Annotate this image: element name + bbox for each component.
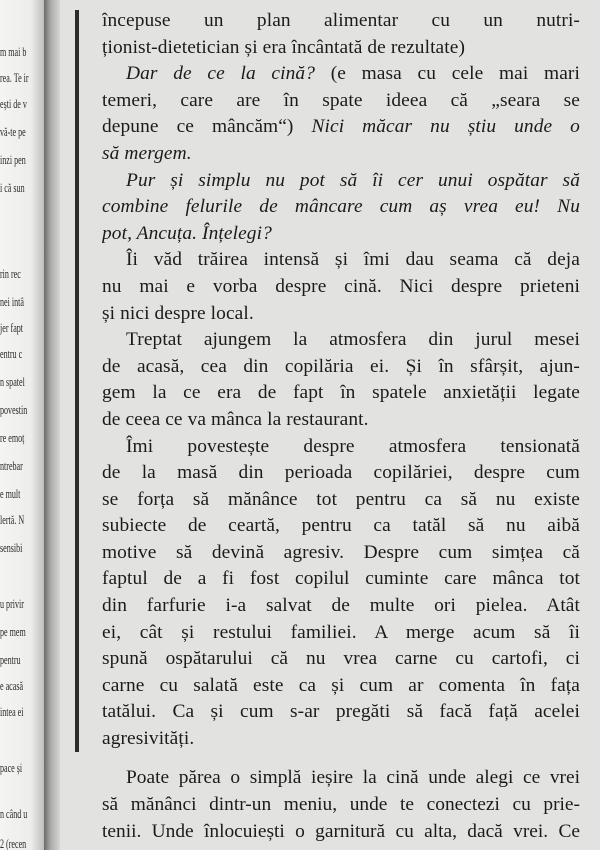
- text-line: și nici despre local.: [102, 302, 254, 324]
- text-line: Treptat ajungem la atmosfera din jurul mesei: [126, 329, 580, 351]
- text-line: se forța să mănânce tot pentru ca să nu existe: [102, 488, 580, 510]
- quote-bar: [75, 10, 79, 752]
- left-page-fragment: n când u: [0, 806, 28, 821]
- text-line: [102, 61, 580, 88]
- text-line: Poate părea o simplă ieșire la cină unde alegi ce vrei: [126, 767, 580, 788]
- text-run: depune ce mâncăm“): [102, 116, 312, 138]
- text-line: motive să devină agresiv. Despre cum simțea că: [102, 541, 580, 563]
- left-page-fragment: 2 (recen: [0, 836, 27, 850]
- text-run: Dar de ce la cină?: [126, 63, 316, 85]
- text-line: nu mai e vorba despre cină. Nici despre prieteni: [102, 275, 580, 297]
- left-page-fragment: rin rec: [0, 266, 21, 281]
- text-line: combine felurile de mâncare cum aș vrea eu! Nu: [102, 196, 580, 218]
- text-line: ei, cât și restului familiei. A merge acum să îi: [102, 621, 580, 643]
- left-page-fragment: re emoț: [0, 430, 25, 445]
- text-run: Nici măcar nu știu unde o: [311, 116, 580, 138]
- text-line: Îi văd trăirea intensă și îmi dau seama că deja: [126, 249, 580, 271]
- text-line: temeri, care are în spate ideea că „seara se: [102, 89, 580, 111]
- left-facing-page: [0, 0, 44, 850]
- left-page-fragment: pe mem: [0, 624, 26, 639]
- text-line: Pur și simplu nu pot să îi cer unui ospătar să: [126, 169, 580, 191]
- book-gutter: [44, 0, 60, 850]
- left-page-fragment: sensibi: [0, 540, 23, 555]
- left-page-fragment: vă-te pe: [0, 124, 26, 139]
- text-line: subiecte de ceartă, pentru ca tatăl să nu aibă: [102, 515, 580, 537]
- left-page-fragment: pace și: [0, 760, 23, 775]
- left-page-fragment: lertă. N: [0, 512, 25, 527]
- left-page-fragment: ești de v: [0, 96, 27, 111]
- left-page-fragment: povestin: [0, 402, 28, 417]
- text-line: de acasă, cea din copilăria ei. Și în sfârșit, ajun-: [102, 355, 580, 377]
- left-page-fragment: entru c: [0, 346, 23, 361]
- text-run: (e masa cu cele mai mari: [315, 63, 580, 85]
- left-page-fragment: ntrebar: [0, 458, 23, 473]
- left-page-fragment: n spatel: [0, 374, 25, 389]
- left-page-fragment: intea ei: [0, 704, 24, 719]
- text-line: pot, Ancuța. Înțelegi?: [102, 222, 272, 244]
- text-line: [102, 114, 580, 141]
- left-page-fragment: m mai b: [0, 44, 27, 59]
- left-page-fragment: e acasă: [0, 678, 24, 693]
- left-page-fragment: nei intâ: [0, 294, 24, 309]
- left-page-fragment: i că sun: [0, 180, 25, 195]
- left-page-fragment: pentru: [0, 652, 21, 667]
- text-line: de ceea ce va mânca la restaurant.: [102, 408, 369, 430]
- text-line: agresivități.: [102, 728, 195, 750]
- text-line: de la masă din perioada copilăriei, despre cum: [102, 462, 580, 484]
- left-page-fragment: u privir: [0, 596, 24, 611]
- quoted-passage: [102, 8, 580, 753]
- text-line: să mergem.: [102, 142, 192, 164]
- text-line: gem la ce era de fapt în spatele anxietății legate: [102, 382, 580, 404]
- text-line: carne cu salată este ca și cum ar comenta în fața: [102, 674, 580, 696]
- left-page-fragment: inzi pen: [0, 152, 26, 167]
- text-line: să mănânci dintr-un meniu, unde te conectezi cu prie-: [102, 794, 580, 815]
- text-line: spună ospătarului că nu vrea carne cu cartofi, ci: [102, 648, 580, 670]
- text-line: din farfurie i-a salvat de multe ori pielea. Atât: [102, 595, 580, 617]
- left-page-fragment: e mult: [0, 486, 21, 501]
- left-page-fragment: jer fapt: [0, 320, 24, 335]
- text-line: faptul de a fi fost copilul cuminte care mânca tot: [102, 568, 580, 590]
- text-line: tatălui. Ca și cum s-ar pregăti să facă față acelei: [102, 701, 580, 723]
- text-line: tenii. Unde înlocuiești o garnitură cu alta, dacă vrei. Ce: [102, 821, 580, 842]
- text-line: ționist-dietetician și era încântată de rezultate): [102, 36, 466, 58]
- text-line: începuse un plan alimentar cu un nutri-: [102, 10, 580, 31]
- closing-paragraph: [102, 764, 580, 845]
- left-page-fragment: rea. Te ir: [0, 70, 29, 85]
- text-line: Îmi povestește despre atmosfera tensionată: [126, 435, 580, 457]
